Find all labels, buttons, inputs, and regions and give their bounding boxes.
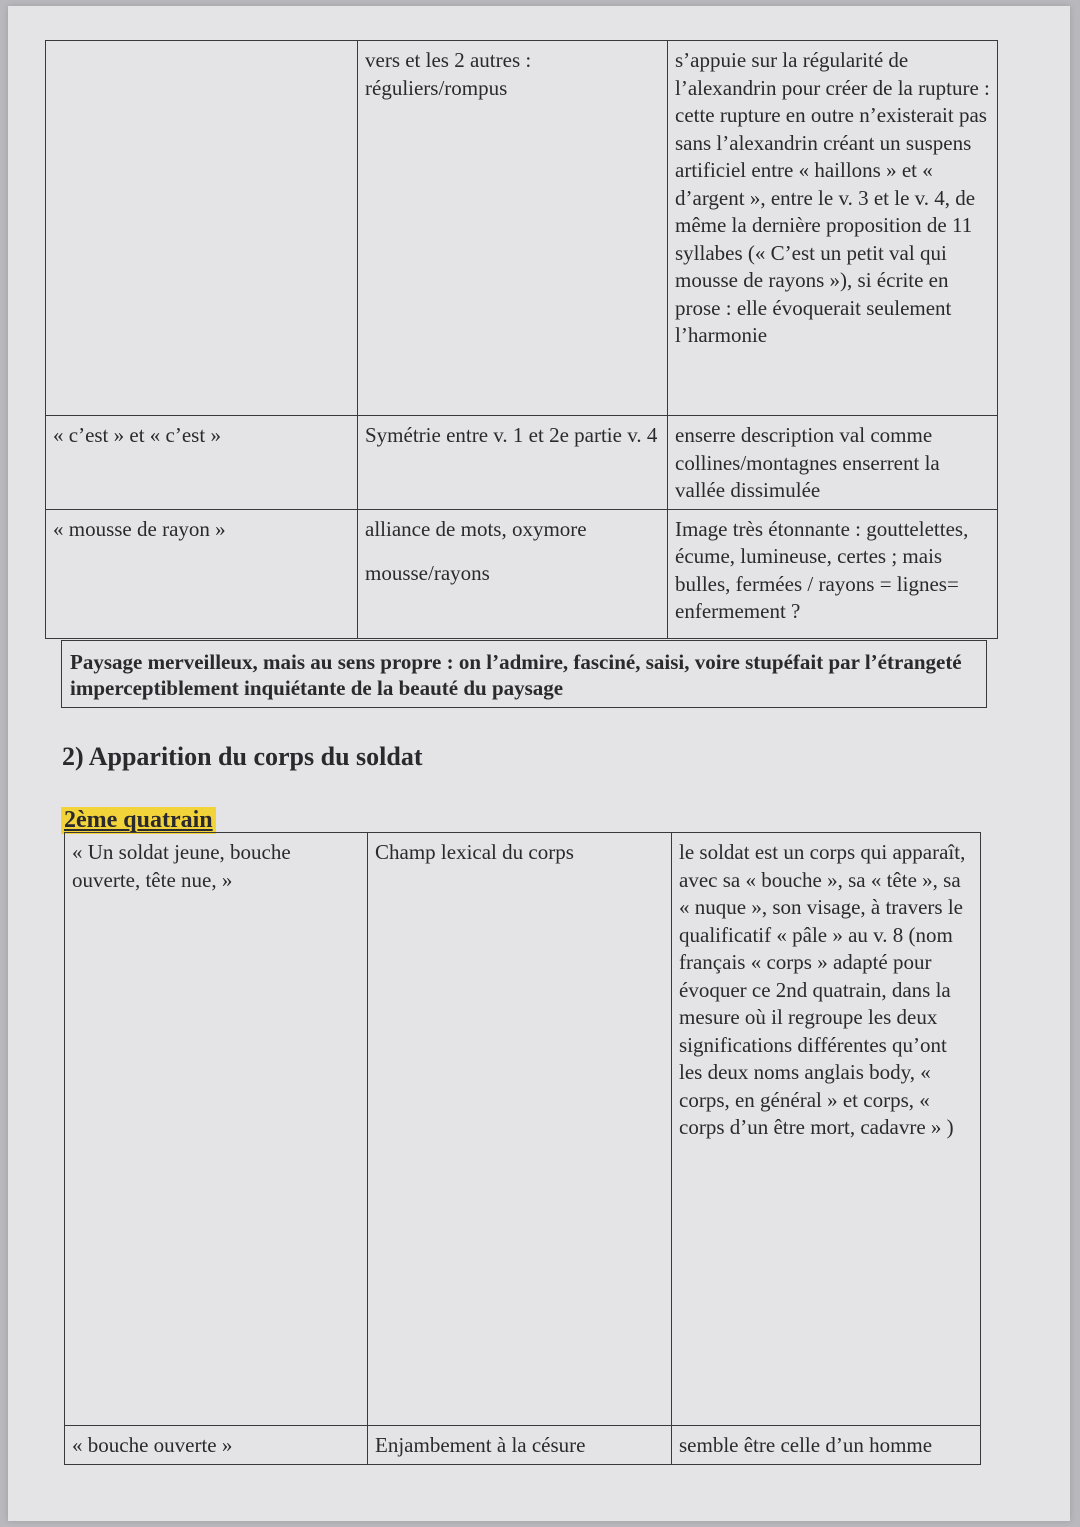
- analysis-table-2: [64, 832, 981, 1465]
- table-cell-device: Symétrie entre v. 1 et 2e partie v. 4: [358, 416, 668, 510]
- table-row: [65, 833, 981, 1426]
- table-cell-interpretation: enserre description val comme collines/montagnes enserrent la vallée dissimulée: [668, 416, 998, 510]
- table-cell-device: vers et les 2 autres : réguliers/rompus: [358, 41, 668, 416]
- table-cell-interpretation: le soldat est un corps qui apparaît, avec sa « bouche », sa « tête », sa « nuque », son visage, à travers le qualificatif « pâle » au v. 8 (nom français « corps » adapté pour évoquer ce 2nd quatrain, dans la mesure où il regroupe les deux significations différentes qu’ont les deux noms anglais body, « corps, en général » et corps, « corps d’un être mort, cadavre » ): [672, 833, 981, 1426]
- device-line: mousse/rayons: [365, 561, 490, 585]
- table-cell-device: [358, 509, 668, 638]
- subtitle-highlighted: 2ème quatrain: [61, 807, 216, 834]
- table-cell-quote: « c’est » et « c’est »: [46, 416, 358, 510]
- conclusion-box: Paysage merveilleux, mais au sens propre : on l’admire, fasciné, saisi, voire stupéfait par l’étrangeté imperceptiblement inquiétante de la beauté du paysage: [61, 640, 987, 708]
- table-cell-quote: « bouche ouverte »: [65, 1426, 368, 1465]
- device-line: alliance de mots, oxymore: [365, 516, 587, 541]
- table-cell-device: Champ lexical du corps: [368, 833, 672, 1426]
- document-page: [8, 6, 1070, 1521]
- table-cell-interpretation: Image très étonnante : gouttelettes, écume, lumineuse, certes ; mais bulles, fermées / rayons = lignes= enfermement ?: [668, 509, 998, 638]
- section-title: 2) Apparition du corps du soldat: [62, 742, 423, 771]
- table-row: [46, 416, 998, 510]
- analysis-table-1: [45, 40, 998, 639]
- table-cell-interpretation: s’appuie sur la régularité de l’alexandrin pour créer de la rupture : cette rupture en outre n’existerait pas sans l’alexandrin créant un suspens artificiel entre « haillons » et « d’argent », entre le v. 3 et le v. 4, de même la dernière proposition de 11 syllabes (« C’est un petit val qui mousse de rayons »), si écrite en prose : elle évoquerait seulement l’harmonie: [668, 41, 998, 416]
- table-cell-quote: « mousse de rayon »: [46, 509, 358, 638]
- table-cell-quote: [46, 41, 358, 416]
- table-cell-quote: « Un soldat jeune, bouche ouverte, tête nue, »: [65, 833, 368, 1426]
- table-row: [65, 1426, 981, 1465]
- table-row: [46, 509, 998, 638]
- table-cell-interpretation: semble être celle d’un homme: [672, 1426, 981, 1465]
- table-cell-device: Enjambement à la césure: [368, 1426, 672, 1465]
- table-row: [46, 41, 998, 416]
